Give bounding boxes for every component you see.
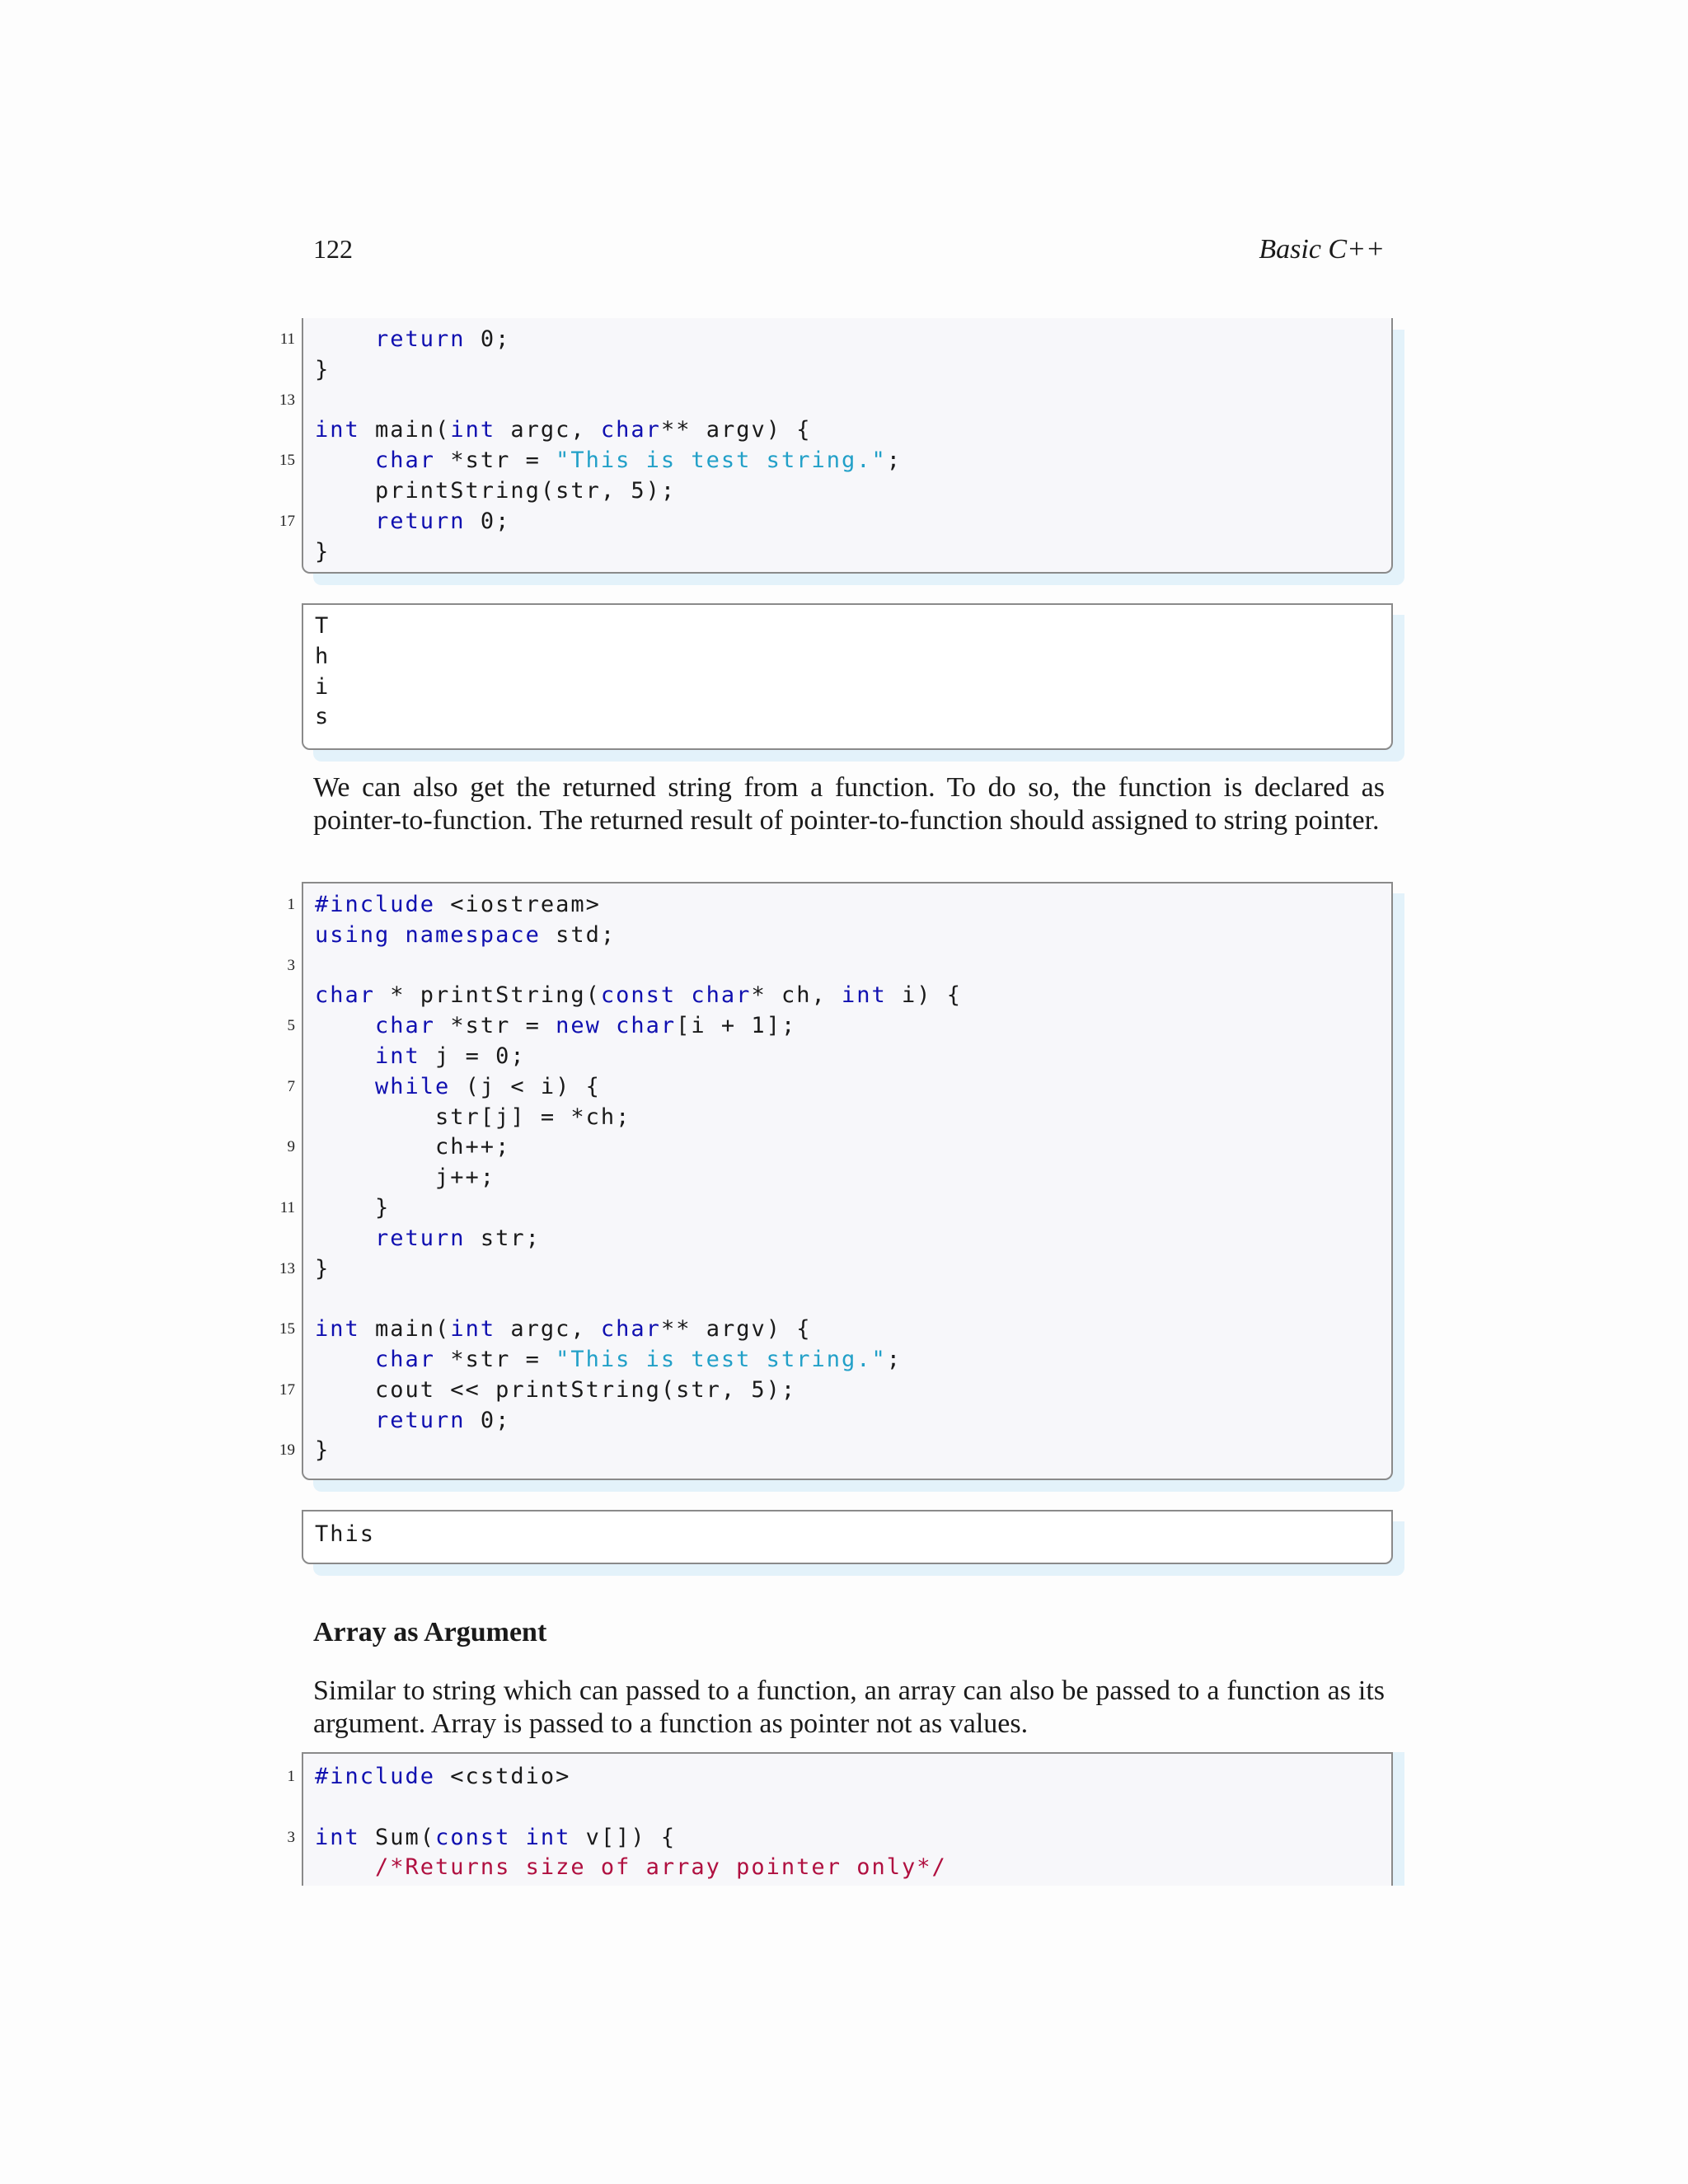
code-line: [287, 890, 1391, 921]
subsection-title: Array as Argument: [313, 1617, 547, 1647]
line-number: 11: [279, 330, 295, 348]
running-title: Basic C++: [1259, 234, 1385, 265]
code-text: }: [315, 356, 331, 382]
code-line: [279, 1254, 1391, 1285]
code-line: [287, 1762, 1391, 1793]
code-line: [287, 951, 1391, 982]
output-line: h: [315, 643, 331, 669]
code-line: [279, 507, 1391, 537]
code-line: [315, 1284, 1391, 1315]
code-text: char *str = new char[i + 1];: [375, 1013, 797, 1039]
code-text: }: [315, 1437, 331, 1464]
code-line: [315, 415, 1391, 446]
code-text: cout << printString(str, 5);: [315, 1376, 797, 1403]
code-text: return 0;: [375, 508, 511, 534]
code-listing-1: [279, 318, 1393, 574]
code-text: }: [315, 538, 331, 565]
code-line: [315, 1224, 1391, 1254]
code-text: printString(str, 5);: [315, 477, 677, 504]
line-number: 13: [279, 391, 295, 409]
code-text: int Sum(const int v[]) {: [315, 1824, 677, 1850]
code-text: j++;: [315, 1165, 496, 1191]
line-number: 1: [287, 896, 295, 913]
line-number: 17: [279, 1380, 295, 1399]
page-number: 122: [313, 234, 353, 264]
code-line: [315, 1345, 1391, 1376]
code-line: [279, 1436, 1391, 1466]
line-number: 15: [279, 452, 295, 470]
code-text: char * printString(const char* ch, int i) {: [315, 982, 963, 1009]
code-text: #include <iostream>: [315, 892, 601, 917]
code-line: [315, 1793, 1391, 1823]
line-number: 13: [279, 1259, 295, 1277]
output-line: s: [315, 704, 331, 730]
code-line: [315, 1163, 1391, 1193]
line-number: 9: [287, 1138, 295, 1156]
line-number: 11: [279, 1198, 295, 1216]
code-line: [315, 355, 1391, 386]
code-text: return 0;: [375, 1407, 511, 1433]
code-line: [315, 537, 1391, 568]
code-line: [315, 981, 1391, 1011]
code-text: int j = 0;: [375, 1043, 526, 1069]
line-number: 5: [287, 1017, 295, 1035]
code-line: [279, 1315, 1391, 1345]
code-text: #include <cstdio>: [315, 1764, 571, 1789]
output-box-1: [302, 603, 1393, 750]
paragraph-returned-string: We can also get the returned string from a function. To do so, the function is declared as pointer-to-function. The returned result of pointer-to-function should assigned to string pointer.: [313, 772, 1385, 836]
code-line: [315, 1406, 1391, 1436]
code-line: [287, 1072, 1391, 1103]
code-line: [315, 1103, 1391, 1133]
code-line: [279, 386, 1391, 416]
code-text: }: [315, 1194, 391, 1221]
code-line: [315, 476, 1391, 507]
output-box-2: [302, 1510, 1393, 1564]
line-number: 15: [279, 1320, 295, 1338]
code-line: [279, 1376, 1391, 1406]
line-number: 17: [279, 512, 295, 530]
code-text: char *str = "This is test string.";: [375, 448, 902, 474]
code-listing-3: [287, 1752, 1393, 1886]
code-line: [315, 1042, 1391, 1072]
output-line: This: [315, 1521, 376, 1547]
code-text: int main(int argc, char** argv) {: [315, 417, 812, 443]
code-line: [315, 921, 1391, 951]
code-line: [287, 1823, 1391, 1854]
paragraph-array-argument: Similar to string which can passed to a function, an array can also be passed to a function as its argument. Array is passed to a function as pointer not as values.: [313, 1675, 1385, 1739]
code-text: return str;: [375, 1225, 541, 1251]
code-listing-2: [279, 882, 1393, 1480]
code-text: /*Returns size of array pointer only*/: [375, 1854, 947, 1881]
output-line: T: [315, 613, 331, 639]
code-text: int main(int argc, char** argv) {: [315, 1316, 812, 1343]
output-line: i: [315, 673, 331, 700]
code-line: [287, 1011, 1391, 1042]
code-line: [279, 1193, 1391, 1224]
code-text: ch++;: [315, 1134, 511, 1160]
line-number: 3: [287, 956, 295, 974]
line-number: 7: [287, 1077, 295, 1095]
code-text: while (j < i) {: [375, 1073, 601, 1099]
line-number: 19: [279, 1441, 295, 1460]
code-line: [279, 446, 1391, 476]
code-line: [287, 1132, 1391, 1163]
line-number: 1: [287, 1768, 295, 1785]
line-number: 3: [287, 1828, 295, 1846]
code-text: using namespace std;: [315, 921, 617, 948]
page-header: [313, 234, 1385, 275]
code-line: [315, 1853, 1391, 1883]
code-text: return 0;: [375, 326, 511, 352]
code-text: }: [315, 1255, 331, 1282]
code-text: char *str = "This is test string.";: [375, 1346, 902, 1372]
code-line: [279, 325, 1391, 355]
code-text: str[j] = *ch;: [315, 1104, 631, 1130]
